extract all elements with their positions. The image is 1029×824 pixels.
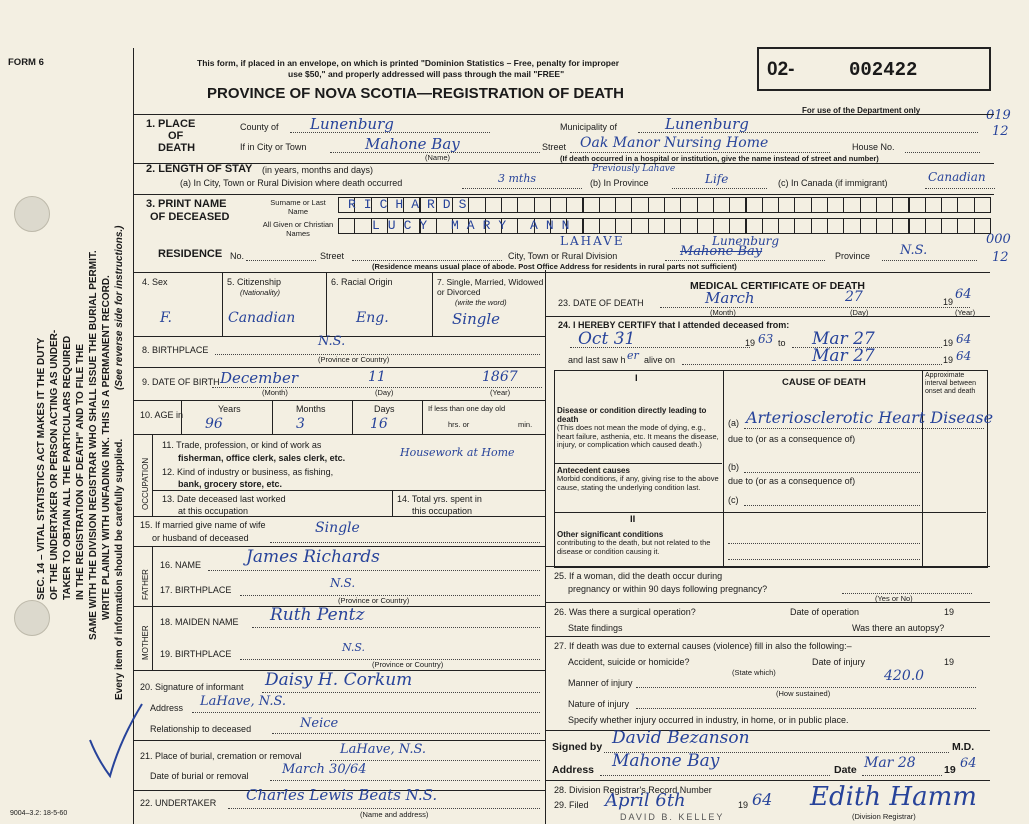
s24-label: 24. I HEREBY CERTIFY that I attended deceased from:	[558, 320, 790, 330]
name-caption: (Name)	[425, 153, 451, 162]
attended-to-19: 19	[943, 338, 954, 348]
mail-notice-2: use $50," and properly addressed will pass through the mail "FREE"	[288, 69, 565, 79]
filed-year[interactable]: 64	[752, 790, 773, 809]
relationship-value[interactable]: Neice	[300, 716, 339, 731]
due-to-a: due to (or as a consequence of)	[728, 434, 856, 444]
s20-label: 20. Signature of informant	[140, 682, 244, 692]
date-injury-19: 19	[944, 657, 955, 667]
manner-label: Manner of injury	[568, 678, 633, 688]
residence-note: (Residence means usual place of abode. Post Office Address for residents in rural parts not sufficient)	[372, 262, 737, 271]
letter-cell	[941, 197, 958, 213]
due-to-b: due to (or as a consequence of)	[728, 476, 856, 486]
cause-of-death-title: CAUSE OF DEATH	[782, 377, 866, 388]
previously-note[interactable]: Previously Lahave	[592, 164, 676, 174]
disease-desc: (This does not mean the mode of dying, e.g., heart failure, asthenia, etc. It means the disease, injury, or complication which caused death.)	[557, 423, 719, 449]
birthplace-caption: (Province or Country)	[318, 355, 390, 364]
physician-address[interactable]: Mahone Bay	[612, 751, 720, 771]
s12b-label: bank, grocery store, etc.	[178, 479, 283, 489]
municipality-value[interactable]: Lunenburg	[665, 115, 749, 133]
death-label: DEATH	[158, 142, 196, 154]
attended-to-label: to	[778, 338, 786, 348]
autopsy-label: Was there an autopsy?	[852, 623, 945, 633]
cause-c-label: (c)	[728, 495, 739, 505]
city-value[interactable]: Mahone Bay	[365, 135, 460, 153]
burial-date-label: Date of burial or removal	[150, 771, 249, 781]
letter-cell	[550, 197, 567, 213]
death-year-cap: (Year)	[955, 308, 976, 317]
stay-city-value[interactable]: 3 mths	[498, 172, 537, 185]
dob-year[interactable]: 1867	[482, 369, 518, 385]
racial-value[interactable]: Eng.	[356, 310, 389, 326]
letter-cell	[566, 197, 583, 213]
letter-cell	[729, 197, 746, 213]
accident-label: Accident, suicide or homicide?	[568, 657, 690, 667]
letter-cell	[664, 218, 681, 234]
cause-b-label: (b)	[728, 462, 739, 472]
registrar-stamp: DAVID B. KELLEY	[620, 812, 725, 822]
res-city-label: City, Town or Rural Division	[508, 251, 618, 261]
footer-code: 9004–3.2: 18-5-60	[10, 810, 68, 817]
letter-cell	[957, 218, 974, 234]
letter-cell	[746, 197, 763, 213]
cert-date-label: Date	[834, 764, 857, 776]
s2a-label: (a) In City, Town or Rural Division where death occurred	[180, 178, 403, 188]
other-title: Other significant conditions	[557, 530, 664, 539]
s6-label: 6. Racial Origin	[331, 277, 393, 287]
dept-code-2: 12	[992, 124, 1009, 139]
surname-value: RICHARDS	[348, 197, 475, 212]
s22-label: 22. UNDERTAKER	[140, 798, 217, 808]
stay-province-value[interactable]: Life	[705, 172, 729, 186]
letter-cell	[762, 218, 779, 234]
of-label: OF	[168, 130, 184, 142]
print-name-label: PRINT NAME	[158, 198, 227, 210]
death-day[interactable]: 27	[845, 289, 863, 305]
res-street-label: Street	[320, 251, 345, 261]
dept-code-1: 019	[986, 108, 1011, 123]
s14-label: 14. Total yrs. spent in	[397, 494, 482, 504]
letter-cell	[860, 197, 877, 213]
mother-birthplace[interactable]: N.S.	[342, 641, 366, 654]
hospital-note: (If death occurred in a hospital or institution, give the name instead of street and number)	[560, 154, 879, 163]
s5-label: 5. Citizenship	[227, 277, 282, 287]
s13b-label: at this occupation	[178, 506, 249, 516]
date-injury-label: Date of injury	[812, 657, 866, 667]
nature-label: Nature of injury	[568, 699, 630, 709]
s7-label: 7. Single, Married, Widowed or Divorced	[437, 277, 544, 297]
cert-year[interactable]: 64	[960, 756, 977, 771]
last-saw-label: and last saw h	[568, 355, 626, 365]
margin-line-8: Every item of information should be carefully supplied.	[114, 438, 125, 700]
letter-cell	[746, 218, 763, 234]
cause-a-label: (a)	[728, 418, 739, 428]
filed-date[interactable]: April 6th	[605, 790, 686, 811]
registration-number-box	[757, 47, 991, 91]
letter-cell	[583, 197, 600, 213]
res-no-label: No.	[230, 251, 245, 261]
s9-label: 9. DATE OF BIRTH	[142, 377, 220, 387]
state-findings-label: State findings	[568, 623, 623, 633]
last-seen-19: 19	[943, 355, 954, 365]
given-names-value: LUCY MARY ANN	[372, 218, 578, 233]
marital-value[interactable]: Single	[452, 310, 501, 328]
age-years[interactable]: 96	[205, 416, 223, 432]
md-label: M.D.	[952, 741, 975, 753]
street-value[interactable]: Oak Manor Nursing Home	[580, 135, 769, 151]
her-value[interactable]: er	[627, 349, 639, 362]
medical-cert-title: MEDICAL CERTIFICATE OF DEATH	[690, 280, 865, 292]
dob-month[interactable]: December	[220, 369, 299, 387]
s28-label: 28. Division Registrar's Record Number	[554, 785, 712, 795]
s17-label: 17. BIRTHPLACE	[160, 585, 232, 595]
father-label: FATHER	[141, 569, 150, 600]
letter-cell	[876, 218, 893, 234]
date-op-19: 19	[944, 607, 955, 617]
s13-label: 13. Date deceased last worked	[162, 494, 286, 504]
res-city-c[interactable]: Mahone Bay	[680, 244, 763, 259]
letter-cell	[697, 218, 714, 234]
s29-label: 29. Filed	[554, 800, 589, 810]
letter-cell	[485, 197, 502, 213]
place-label: PLACE	[158, 118, 196, 130]
house-no-label: House No.	[852, 142, 895, 152]
letter-cell	[631, 218, 648, 234]
s10-label: 10. AGE in	[140, 410, 184, 420]
birthplace-value[interactable]: N.S.	[318, 334, 346, 349]
citizenship-value[interactable]: Canadian	[228, 310, 296, 326]
letter-cell	[534, 197, 551, 213]
street-label: Street	[542, 142, 567, 152]
s7-sub: (write the word)	[455, 298, 507, 307]
letter-cell	[876, 197, 893, 213]
letter-cell	[338, 218, 355, 234]
date-op-label: Date of operation	[790, 607, 860, 617]
dob-day-cap: (Day)	[375, 388, 394, 397]
letter-cell	[501, 197, 518, 213]
father-name[interactable]: James Richards	[246, 547, 380, 567]
surname-label: Surname or Last Name	[270, 198, 326, 216]
alive-on-label: alive on	[644, 355, 676, 365]
letter-cell	[827, 197, 844, 213]
s23-label: 23. DATE OF DEATH	[558, 298, 644, 308]
res-city-b[interactable]: Lunenburg	[712, 234, 780, 248]
mail-notice-1: This form, if placed in an envelope, on which is printed "Dominion Statistics – Free, penalty for improper	[197, 58, 620, 68]
letter-cell	[713, 218, 730, 234]
relationship-label: Relationship to deceased	[150, 724, 252, 734]
letter-cell	[762, 197, 779, 213]
dept-use-label: For use of the Department only	[802, 106, 921, 115]
registrar-signature[interactable]: Edith Hamm	[810, 782, 977, 812]
burial-place[interactable]: LaHave, N.S.	[340, 742, 427, 757]
s25b-label: pregnancy or within 90 days following pregnancy?	[568, 584, 768, 594]
father-bp-caption: (Province or Country)	[338, 596, 410, 605]
letter-cell	[729, 218, 746, 234]
death-month[interactable]: March	[705, 289, 755, 307]
father-birthplace[interactable]: N.S.	[330, 576, 356, 590]
s8-label: 8. BIRTHPLACE	[142, 345, 209, 355]
county-value[interactable]: Lunenburg	[310, 115, 394, 133]
letter-cell	[664, 197, 681, 213]
division-registrar-caption: (Division Registrar)	[852, 812, 916, 821]
punch-hole-top	[14, 196, 50, 232]
letter-cell	[713, 197, 730, 213]
last-seen[interactable]: Mar 27	[812, 346, 875, 366]
how-sustained-caption: (How sustained)	[776, 689, 831, 698]
dob-month-cap: (Month)	[262, 388, 288, 397]
hrs-label: hrs. or	[448, 420, 470, 429]
letter-cell	[843, 197, 860, 213]
form-title: PROVINCE OF NOVA SCOTIA—REGISTRATION OF DEATH	[207, 85, 624, 102]
sex-value[interactable]: F.	[160, 310, 172, 326]
letter-cell	[941, 218, 958, 234]
attended-from-19: 19	[745, 338, 756, 348]
margin-line-7: (See reverse side for instructions.)	[114, 225, 125, 390]
registration-number: 002422	[849, 59, 918, 81]
res-province-label: Province	[835, 251, 871, 261]
s2-sub: (in years, months and days)	[262, 165, 374, 175]
approx-interval-label: Approximate interval between onset and death	[925, 372, 976, 395]
margin-line-1: SEC. 14 – VITAL STATISTICS ACT MAKES IT THE DUTY	[36, 337, 47, 600]
cause-a-value[interactable]: Arteriosclerotic Heart Disease	[746, 408, 994, 427]
form-label: FORM 6	[8, 57, 44, 68]
dob-year-cap: (Year)	[490, 388, 511, 397]
state-which-caption: (State which)	[732, 668, 776, 677]
letter-cell	[648, 218, 665, 234]
letter-cell	[778, 218, 795, 234]
informant-signature[interactable]: Daisy H. Corkum	[265, 670, 413, 690]
municipality-label: Municipality of	[560, 122, 618, 132]
letter-cell	[583, 218, 600, 234]
informant-address[interactable]: LaHave, N.S.	[200, 694, 287, 709]
s2-label: 2. LENGTH OF STAY	[146, 163, 253, 175]
s27-label: 27. If death was due to external causes (violence) fill in also the following:–	[554, 641, 852, 651]
signed-by-label: Signed by	[552, 741, 603, 753]
days-label: Days	[374, 404, 395, 414]
letter-cell	[843, 218, 860, 234]
margin-line-5: SAME WITH THE DIVISION REGISTRAR WHO SHALL ISSUE THE BURIAL PERMIT.	[88, 250, 99, 640]
s5-sub: (Nationality)	[240, 288, 281, 297]
residence-label: RESIDENCE	[158, 248, 223, 260]
check-mark-icon	[86, 700, 146, 780]
physician-signature[interactable]: David Bezanson	[612, 728, 750, 748]
occupation-value[interactable]: Housework at Home	[400, 446, 515, 459]
months-label: Months	[296, 404, 326, 414]
s15b-label: or husband of deceased	[152, 533, 249, 543]
s26-label: 26. Was there a surgical operation?	[554, 607, 696, 617]
letter-cell	[517, 197, 534, 213]
res-city-a[interactable]: LAHAVE	[560, 234, 625, 248]
specify-injury-label: Specify whether injury occurred in industry, in home, or in public place.	[568, 715, 849, 725]
res-province-value[interactable]: N.S.	[900, 243, 928, 258]
death-year-prefix: 19	[943, 297, 954, 307]
s18-label: 18. MAIDEN NAME	[160, 617, 239, 627]
injury-code[interactable]: 420.0	[884, 668, 925, 684]
stay-canada-value[interactable]: Canadian	[928, 170, 986, 184]
number-prefix: 02-	[767, 59, 795, 80]
informant-address-label: Address	[150, 703, 184, 713]
letter-cell	[925, 197, 942, 213]
s2b-label: (b) In Province	[590, 178, 649, 188]
other-desc: contributing to the death, but not related to the disease or condition causing it.	[557, 538, 711, 556]
last-seen-year[interactable]: 64	[956, 349, 972, 363]
letter-cell	[615, 218, 632, 234]
spouse-value[interactable]: Single	[315, 520, 360, 536]
letter-cell	[957, 197, 974, 213]
antecedent-title: Antecedent causes	[557, 466, 630, 475]
s3-num: 3.	[146, 198, 156, 210]
letter-cell	[794, 218, 811, 234]
dob-day[interactable]: 11	[368, 369, 386, 385]
mother-label: MOTHER	[141, 625, 150, 660]
letter-cell	[909, 218, 926, 234]
years-label: Years	[218, 404, 241, 414]
margin-line-6: WRITE PLAINLY WITH UNFADING INK. THIS IS A PERMANENT RECORD.	[101, 275, 112, 620]
attended-to[interactable]: Mar 27	[812, 329, 875, 349]
yes-no-caption: (Yes or No)	[875, 594, 913, 603]
margin-line-4: IN THE REGISTRATION OF DEATH" AND TO FILE THE	[75, 343, 86, 600]
s16-label: 16. NAME	[160, 560, 202, 570]
letter-cell	[827, 218, 844, 234]
death-day-cap: (Day)	[850, 308, 869, 317]
antecedent-desc: Morbid conditions, if any, giving rise to the above cause, stating the underlying condition last.	[557, 474, 719, 492]
city-label: If in City or Town	[240, 142, 307, 152]
letter-cell	[811, 218, 828, 234]
letter-cell	[974, 218, 991, 234]
age-days[interactable]: 16	[370, 416, 388, 432]
disease-title: Disease or condition directly leading to death	[557, 406, 707, 424]
letter-cell	[615, 197, 632, 213]
part-two-label: II	[630, 514, 636, 525]
given-label: All Given or Christian Names	[262, 220, 334, 238]
death-month-cap: (Month)	[710, 308, 736, 317]
s12-label: 12. Kind of industry or business, as fishing,	[162, 467, 334, 477]
part-one-label: I	[635, 373, 638, 384]
cert-date[interactable]: Mar 28	[864, 755, 916, 771]
s1-num: 1.	[146, 118, 156, 130]
undertaker-value[interactable]: Charles Lewis Beats N.S.	[246, 786, 438, 804]
age-months[interactable]: 3	[296, 416, 305, 432]
mother-maiden[interactable]: Ruth Pentz	[270, 605, 365, 625]
mother-bp-caption: (Province or Country)	[372, 660, 444, 669]
s21-label: 21. Place of burial, cremation or removal	[140, 751, 302, 761]
s19-label: 19. BIRTHPLACE	[160, 649, 232, 659]
s11b-label: fisherman, office clerk, sales clerk, etc.	[178, 453, 346, 463]
letter-cell	[599, 218, 616, 234]
attended-from[interactable]: Oct 31	[578, 329, 636, 349]
death-year[interactable]: 64	[955, 287, 972, 302]
physician-address-label: Address	[552, 764, 595, 776]
attended-to-year[interactable]: 64	[956, 332, 972, 346]
undertaker-caption: (Name and address)	[360, 810, 429, 819]
burial-date[interactable]: March 30/64	[282, 762, 367, 777]
attended-from-year[interactable]: 63	[758, 332, 774, 346]
letter-cell	[892, 218, 909, 234]
letter-cell	[860, 218, 877, 234]
dept-code-3: 000	[986, 232, 1011, 247]
letter-cell	[354, 218, 371, 234]
margin-line-2: OF THE UNDERTAKER OR PERSON ACTING AS UNDER-	[49, 329, 60, 600]
letter-cell	[811, 197, 828, 213]
letter-cell	[599, 197, 616, 213]
s15-label: 15. If married give name of wife	[140, 520, 266, 530]
of-deceased-label: OF DECEASED	[150, 211, 230, 223]
min-label: min.	[518, 420, 533, 429]
letter-cell	[794, 197, 811, 213]
margin-line-3: TAKER TO OBTAIN ALL THE PARTICULARS REQUIRED	[62, 335, 73, 600]
letter-cell	[909, 197, 926, 213]
letter-cell	[778, 197, 795, 213]
punch-hole-bottom	[14, 600, 50, 636]
letter-cell	[925, 218, 942, 234]
letter-cell	[892, 197, 909, 213]
s25-label: 25. If a woman, did the death occur during	[554, 571, 723, 581]
occupation-label: OCCUPATION	[141, 457, 150, 510]
letter-cell	[648, 197, 665, 213]
dept-code-4: 12	[992, 250, 1009, 265]
s11-label: 11. Trade, profession, or kind of work as	[162, 440, 322, 450]
filed-19: 19	[738, 800, 749, 810]
letter-cell	[680, 197, 697, 213]
letter-cell	[680, 218, 697, 234]
s14b-label: this occupation	[412, 506, 473, 516]
s4-label: 4. Sex	[142, 277, 168, 287]
letter-cell	[974, 197, 991, 213]
county-label: County of	[240, 122, 279, 132]
letter-cell	[697, 197, 714, 213]
cert-19: 19	[944, 764, 956, 776]
letter-cell	[631, 197, 648, 213]
s2c-label: (c) In Canada (if immigrant)	[778, 178, 888, 188]
less-than-day-label: If less than one day old	[428, 404, 506, 413]
